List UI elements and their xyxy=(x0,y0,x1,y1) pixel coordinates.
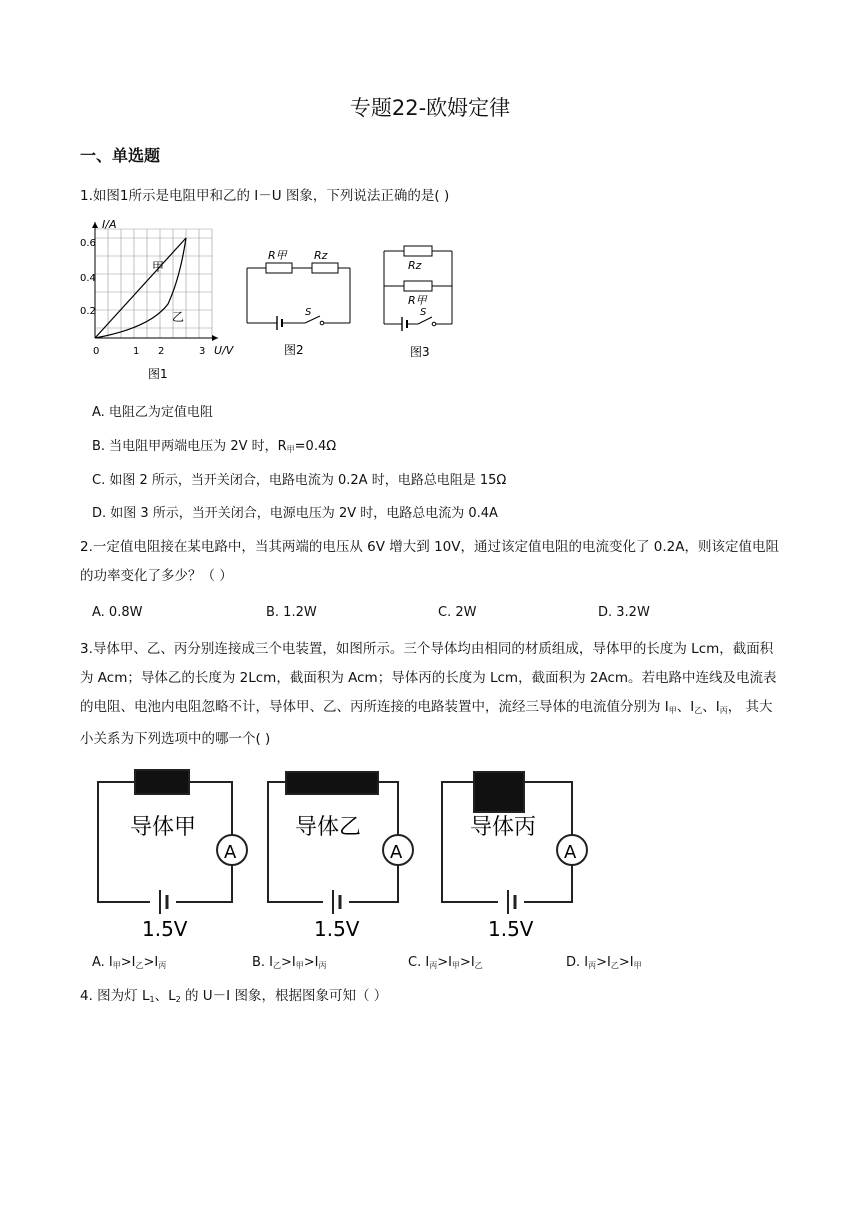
resistor-label: Rz xyxy=(408,259,422,272)
figure-3-caption: 图3 xyxy=(410,345,430,359)
figure-2-circuit xyxy=(247,263,350,330)
y-tick: 0.4 xyxy=(80,273,96,284)
resistor-label: R甲 xyxy=(408,294,427,307)
ammeter-icon: A xyxy=(390,842,403,863)
curve-jia-label: 甲 xyxy=(152,260,165,274)
q1-option-a: A. 电阻乙为定值电阻 xyxy=(92,405,213,420)
curve-yi-label: 乙 xyxy=(172,310,185,324)
q1-option-c: C. 如图 2 所示，当开关闭合，电路电流为 0.2A 时，电路总电阻是 15Ω xyxy=(92,473,507,488)
conductor-label: 导体甲 xyxy=(130,815,197,840)
q2-option-a: A. 0.8W xyxy=(92,605,143,620)
question-1-figures xyxy=(80,218,480,388)
battery-voltage: 1.5V xyxy=(314,917,360,940)
switch-label: S xyxy=(305,307,312,318)
question-1-text: 1.如图1所示是电阻甲和乙的 I－U 图象，下列说法正确的是( ) xyxy=(80,188,450,204)
question-4-text: 4. 图为灯 $L_1$、$L_2$ 的 U－I 图象，根据图象可知（ ） xyxy=(80,988,388,1004)
question-3-circuits xyxy=(90,768,610,940)
resistor-label: R甲 xyxy=(268,249,287,262)
q3-option-b: B. $I_乙>I_甲>I_丙$ xyxy=(252,955,327,970)
page-title: 专题22-欧姆定律 xyxy=(349,96,511,120)
ammeter-icon: A xyxy=(224,842,237,863)
section-heading: 一、单选题 xyxy=(80,146,161,165)
question-3-text: 3.导体甲、乙、丙分别连接成三个电装置，如图所示。三个导体均由相同的材质组成，导体甲的长度为 Lcm，截面积为 Acm；导体乙的长度为 2Lcm，截面积为 Acm；导体丙的长度为 Lcm，截面积为 2Acm。若电路中连线及电流表的电阻、电池内电阻忽略不计，导体甲、乙、丙所连接的电路装置中，流经三导体的电流值分别为 $I_甲$、$I_乙$、$I_丙$， 其大小关系为下列选项中的哪一个( ) xyxy=(80,641,777,747)
q1-option-d: D. 如图 3 所示，当开关闭合，电源电压为 2V 时，电路总电流为 0.4A xyxy=(92,506,498,521)
conductor-label: 导体丙 xyxy=(470,815,537,840)
figure-1-graph xyxy=(80,218,235,381)
q2-option-b: B. 1.2W xyxy=(266,605,317,620)
x-tick: 0 xyxy=(93,346,100,357)
battery-voltage: 1.5V xyxy=(488,917,534,940)
q2-option-d: D. 3.2W xyxy=(598,605,650,620)
question-2-text: 2.一定值电阻接在某电路中，当其两端的电压从 6V 增大到 10V，通过该定值电阻的电流变化了 0.2A，则该定值电阻的功率变化了多少？（ ） xyxy=(80,539,779,584)
conductor-label: 导体乙 xyxy=(295,815,362,840)
q3-option-a: A. $I_甲>I_乙>I_丙$ xyxy=(92,955,167,970)
switch-label: S xyxy=(420,307,427,318)
y-tick: 0.2 xyxy=(80,306,96,317)
resistor-label: Rz xyxy=(314,249,328,262)
x-axis-label: U/V xyxy=(214,344,234,357)
x-tick: 2 xyxy=(158,346,165,357)
figure-2-caption: 图2 xyxy=(284,343,304,357)
q1-option-b: B. 当电阻甲两端电压为 2V 时，$R_甲=0.4\Omega$ xyxy=(92,439,337,454)
y-axis-label: I/A xyxy=(102,218,117,231)
battery-voltage: 1.5V xyxy=(142,917,188,940)
y-tick: 0.6 xyxy=(80,238,96,249)
x-tick: 3 xyxy=(199,346,206,357)
figure-1-caption: 图1 xyxy=(148,367,168,381)
q2-option-c: C. 2W xyxy=(438,605,477,620)
ammeter-icon: A xyxy=(564,842,577,863)
q3-option-c: C. $I_丙>I_甲>I_乙$ xyxy=(408,955,483,970)
x-tick: 1 xyxy=(133,346,140,357)
q3-option-d: D. $I_丙>I_乙>I_甲$ xyxy=(566,955,642,970)
